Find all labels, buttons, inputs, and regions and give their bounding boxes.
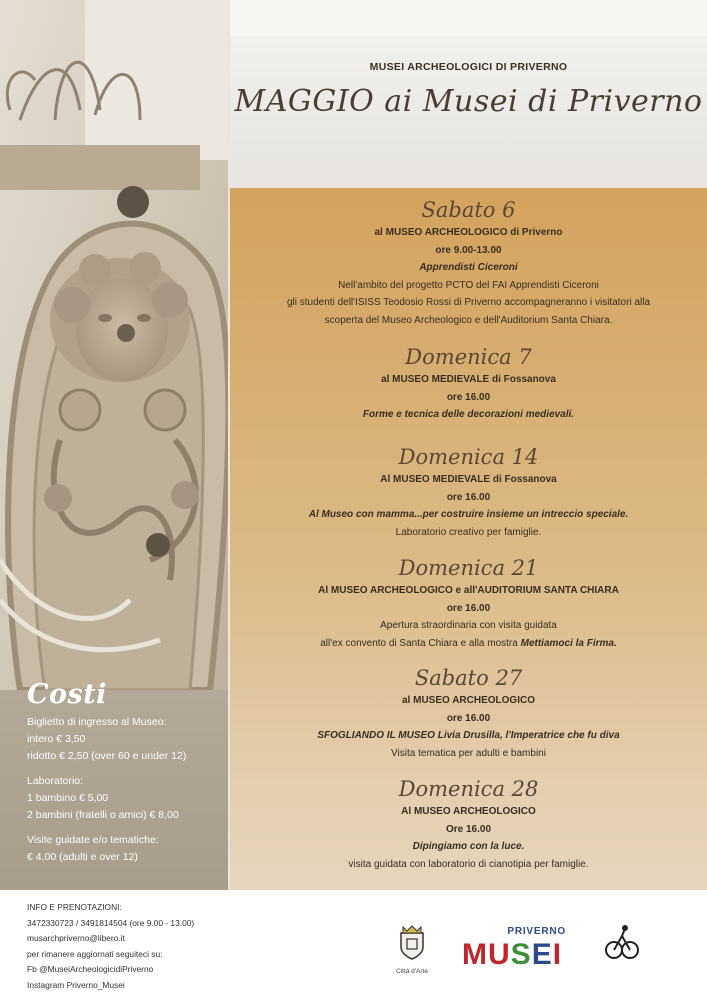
costs-section — [27, 678, 222, 866]
event-day: Domenica 28 — [398, 777, 539, 801]
event-description: gli studenti dell'ISISS Teodosio Rossi di Priverno accompagneranno i visitatori alla — [286, 297, 651, 308]
event-description-text: all'ex convento di Santa Chiara e alla mostra — [320, 637, 521, 649]
event-activity: Forme e tecnica delle decorazioni medievali. — [362, 409, 575, 420]
cost-gap — [27, 824, 222, 832]
event-description: Laboratorio creativo per famiglie. — [395, 526, 542, 538]
facebook-handle: Fb @MuseiArcheologicidiPriverno — [27, 964, 154, 974]
cost-line: Visite guidate e/o tematiche: — [27, 834, 159, 846]
event-description: Apertura straordinaria con visita guidata — [380, 620, 557, 631]
cost-line: Laboratorio: — [27, 775, 84, 787]
event-day: Domenica 14 — [398, 445, 539, 469]
event-activity: Al Museo con mamma...per costruire insieme un intreccio speciale. — [308, 509, 629, 520]
cost-line: 2 bambini (fratelli o amici) € 8,00 — [27, 809, 179, 821]
logo-priverno-text: PRIVERNO — [507, 926, 566, 937]
header — [230, 0, 707, 158]
phone-numbers: 3472330723 / 3491814504 (ore 9.00 - 13.00) — [27, 917, 195, 928]
event-day: Domenica 21 — [398, 556, 539, 580]
event-time: ore 16.00 — [446, 712, 491, 724]
citta-arte-logo — [393, 925, 431, 975]
cost-line: 1 bambino € 5,00 — [27, 792, 109, 804]
event-day: Sabato 27 — [414, 666, 523, 690]
cost-line: € 4,00 (adulti e over 12) — [27, 851, 138, 863]
fossanova-caption — [602, 968, 642, 974]
event-activity: Apprendisti Ciceroni — [419, 262, 518, 273]
costs-title: Costi — [27, 679, 107, 710]
event-day: Sabato 6 — [421, 198, 516, 222]
event-sabato-6 — [230, 198, 707, 329]
event-venue: al MUSEO MEDIEVALE di Fossanova — [381, 374, 556, 385]
crest-icon — [397, 925, 427, 961]
event-activity: SFOGLIANDO IL MUSEO Livia Drusilla, l'Imperatrice che fu diva — [317, 730, 620, 741]
events-panel — [230, 188, 707, 890]
event-time: ore 16.00 — [446, 602, 491, 614]
page-title: MAGGIO ai Musei di Priverno — [234, 84, 703, 119]
event-activity: Dipingiamo con la luce. — [412, 841, 525, 852]
event-domenica-14 — [230, 445, 707, 541]
footer — [0, 890, 707, 1000]
instagram-handle: Instagram Priverno_Musei — [27, 979, 125, 990]
cost-gap — [27, 765, 222, 773]
event-venue: Al MUSEO ARCHEOLOGICO e all'AUDITORIUM SANTA CHIARA — [318, 585, 619, 596]
email: musarchpriverno@libero.it — [27, 933, 125, 943]
event-domenica-21 — [230, 556, 707, 652]
exhibit-title: Mettiamoci la Firma. — [520, 637, 617, 649]
info-heading: INFO E PRENOTAZIONI: — [27, 902, 122, 912]
cost-line: ridotto € 2,50 (over 60 e under 12) — [27, 750, 187, 762]
stone-relief-image — [0, 0, 228, 690]
event-venue: Al MUSEO ARCHEOLOGICO — [401, 806, 536, 817]
event-description-mixed — [230, 635, 707, 653]
contact-info — [27, 900, 194, 993]
event-domenica-28 — [230, 777, 707, 873]
header-subtitle: MUSEI ARCHEOLOGICI DI PRIVERNO — [369, 61, 568, 73]
follow-text: per rimanere aggiornati seguiteci su: — [27, 948, 163, 959]
event-venue: al MUSEO ARCHEOLOGICO — [402, 695, 535, 706]
header-strip — [230, 0, 707, 36]
event-description: Nell'ambito del progetto PCTO del FAI Apprendisti Ciceroni — [338, 279, 599, 291]
event-time: Ore 16.00 — [445, 823, 492, 835]
event-venue: Al MUSEO MEDIEVALE di Fossanova — [380, 474, 557, 485]
event-sabato-27 — [230, 666, 707, 762]
event-venue: al MUSEO ARCHEOLOGICO di Priverno — [374, 227, 563, 238]
event-description: Visita tematica per adulti e bambini — [391, 747, 546, 759]
event-domenica-7 — [230, 345, 707, 424]
cost-line: Biglietto di ingresso al Museo: — [27, 716, 167, 728]
priverno-musei-logo — [462, 926, 570, 970]
event-description: scoperta del Museo Archeologico e dell'Auditorium Santa Chiara. — [324, 314, 613, 326]
event-time: ore 16.00 — [446, 391, 491, 403]
event-time: ore 16.00 — [446, 491, 491, 503]
cost-line: intero € 3,50 — [27, 733, 86, 745]
left-panel — [0, 0, 228, 890]
event-day: Domenica 7 — [405, 345, 532, 369]
event-description: visita guidata con laboratorio di cianotipia per famiglie. — [348, 858, 589, 870]
crest-caption: Città d'Arte — [396, 968, 428, 975]
cyclist-emblem-icon — [604, 922, 640, 962]
fossanova-logo — [602, 922, 642, 974]
logo-musei-text: MUSEI — [462, 938, 563, 971]
event-time: ore 9.00-13.00 — [435, 244, 502, 256]
